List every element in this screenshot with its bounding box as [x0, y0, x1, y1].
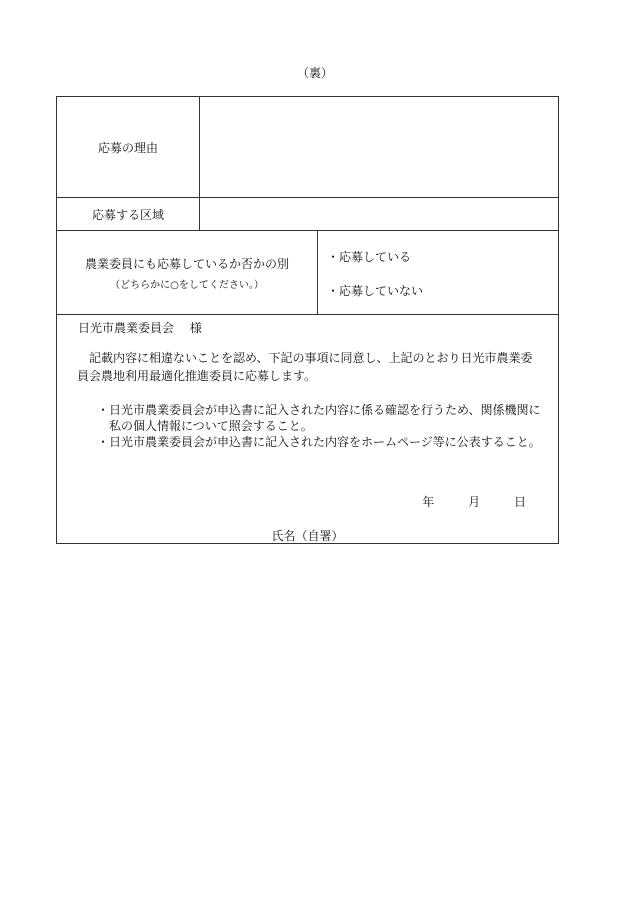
- reason-label: [57, 97, 200, 197]
- also-applied-hint: （どちらかに○をしてください。）: [110, 279, 264, 291]
- date-day[interactable]: 日: [513, 495, 526, 509]
- also-applied-options: [318, 231, 558, 314]
- also-applied-row: [57, 231, 558, 315]
- declaration-statement: 記載内容に相違ないことを認め、下記の事項に同意し、上記のとおり日光市農業委員会農地利用最適化推進委員に応募します。: [77, 351, 533, 383]
- district-label-text: 応募する区域: [91, 207, 164, 222]
- also-applied-label-text: 農業委員にも応募しているか否かの別: [84, 256, 289, 271]
- reason-field[interactable]: [200, 97, 558, 197]
- district-label: [57, 198, 200, 230]
- reason-row: [57, 97, 558, 198]
- district-row: [57, 198, 558, 231]
- option-applied[interactable]: ・応募している: [327, 250, 412, 264]
- consent-item-2: ・日光市農業委員会が申込書に記入された内容をホームページ等に公表すること。: [97, 435, 541, 449]
- district-field[interactable]: [200, 198, 558, 230]
- addressee: 日光市農業委員会 様: [78, 321, 202, 335]
- date-line: [422, 493, 526, 510]
- reason-label-text: 応募の理由: [97, 140, 158, 155]
- declaration-section: [57, 315, 558, 543]
- page-title: （裏）: [296, 66, 333, 80]
- consent-item-1: ・日光市農業委員会が申込書に記入された内容に係る確認を行うため、関係機関に私の個人情報について照会すること。: [97, 403, 541, 433]
- option-not-applied[interactable]: ・応募していない: [327, 284, 424, 298]
- date-month[interactable]: 月: [468, 495, 481, 509]
- application-form: [56, 96, 559, 544]
- date-year[interactable]: 年: [422, 495, 435, 509]
- signature-label[interactable]: 氏名（自署）: [271, 529, 344, 543]
- also-applied-label: [57, 231, 318, 314]
